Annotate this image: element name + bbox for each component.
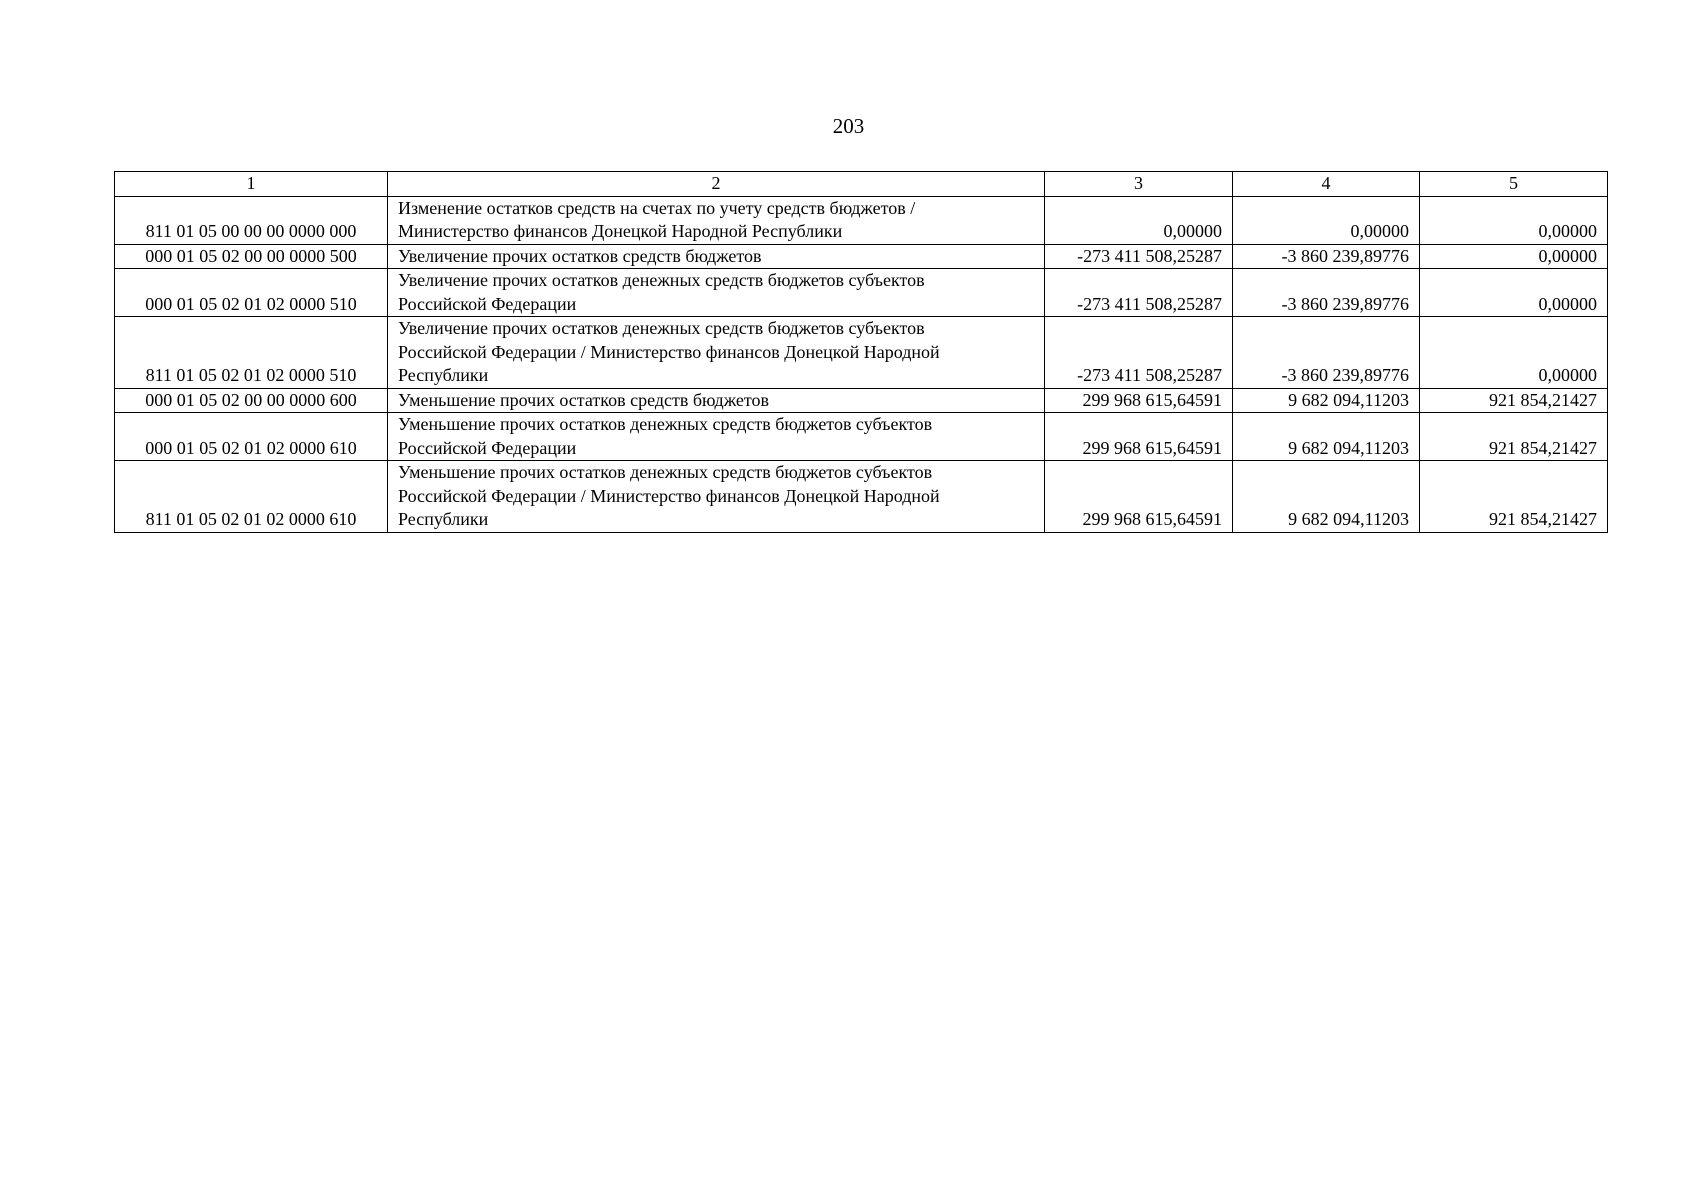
description-line: Российской Федерации / Министерство финансов Донецкой Народной (398, 485, 940, 506)
description-line: Увеличение прочих остатков денежных средств бюджетов субъектов (398, 270, 925, 290)
amount-col-4-cell: -3 860 239,89776 (1233, 269, 1420, 317)
table-row (115, 317, 1608, 389)
table-row (115, 196, 1608, 244)
code-cell: 000 01 05 02 00 00 0000 600 (115, 388, 388, 413)
amount-col-3-cell: 0,00000 (1045, 196, 1233, 244)
description-line: Уменьшение прочих остатков средств бюджетов (398, 389, 770, 410)
description-cell (388, 244, 1045, 269)
description-line: Республики (398, 365, 489, 385)
table-row (115, 269, 1608, 317)
amount-col-3-cell: -273 411 508,25287 (1045, 269, 1233, 317)
amount-col-3-cell: 299 968 615,64591 (1045, 388, 1233, 413)
code-cell: 000 01 05 02 01 02 0000 610 (115, 413, 388, 461)
header-cell-col-2: 2 (388, 172, 1045, 197)
amount-col-3-cell: 299 968 615,64591 (1045, 461, 1233, 533)
page-number: 203 (832, 114, 865, 138)
description-cell (388, 388, 1045, 413)
code-cell: 000 01 05 02 01 02 0000 510 (115, 269, 388, 317)
table-header-row (115, 172, 1608, 197)
code-cell: 811 01 05 02 01 02 0000 510 (115, 317, 388, 389)
table-row (115, 461, 1608, 533)
description-line: Уменьшение прочих остатков денежных средств бюджетов субъектов (398, 414, 933, 434)
header-cell-col-3: 3 (1045, 172, 1233, 197)
amount-col-5-cell: 921 854,21427 (1420, 461, 1608, 533)
description-line: Изменение остатков средств на счетах по учету средств бюджетов / (398, 197, 916, 218)
amount-col-3-cell: -273 411 508,25287 (1045, 244, 1233, 269)
amount-col-5-cell: 921 854,21427 (1420, 413, 1608, 461)
amount-col-3-cell: -273 411 508,25287 (1045, 317, 1233, 389)
amount-col-5-cell: 0,00000 (1420, 269, 1608, 317)
description-cell (388, 413, 1045, 461)
table-row (115, 413, 1608, 461)
amount-col-5-cell: 0,00000 (1420, 244, 1608, 269)
code-cell: 811 01 05 00 00 00 0000 000 (115, 196, 388, 244)
amount-col-5-cell: 921 854,21427 (1420, 388, 1608, 413)
amount-col-4-cell: 9 682 094,11203 (1233, 413, 1420, 461)
description-line: Республики (398, 509, 489, 529)
table-row (115, 388, 1608, 413)
budget-sources-table (114, 171, 1608, 533)
header-cell-col-5: 5 (1420, 172, 1608, 197)
amount-col-4-cell: 0,00000 (1233, 196, 1420, 244)
amount-col-5-cell: 0,00000 (1420, 196, 1608, 244)
description-cell (388, 317, 1045, 389)
description-cell (388, 461, 1045, 533)
amount-col-4-cell: 9 682 094,11203 (1233, 388, 1420, 413)
code-cell: 811 01 05 02 01 02 0000 610 (115, 461, 388, 533)
description-line: Увеличение прочих остатков средств бюджетов (398, 245, 762, 266)
amount-col-5-cell: 0,00000 (1420, 317, 1608, 389)
header-cell-col-1: 1 (115, 172, 388, 197)
description-cell (388, 269, 1045, 317)
description-cell (388, 196, 1045, 244)
description-line: Российской Федерации (398, 293, 577, 314)
description-line: Увеличение прочих остатков денежных средств бюджетов субъектов (398, 318, 925, 338)
amount-col-4-cell: -3 860 239,89776 (1233, 244, 1420, 269)
code-cell: 000 01 05 02 00 00 0000 500 (115, 244, 388, 269)
amount-col-4-cell: -3 860 239,89776 (1233, 317, 1420, 389)
amount-col-3-cell: 299 968 615,64591 (1045, 413, 1233, 461)
table-row (115, 244, 1608, 269)
amount-col-4-cell: 9 682 094,11203 (1233, 461, 1420, 533)
description-line: Министерство финансов Донецкой Народной Республики (398, 221, 843, 241)
description-line: Уменьшение прочих остатков денежных средств бюджетов субъектов (398, 462, 933, 482)
header-cell-col-4: 4 (1233, 172, 1420, 197)
description-line: Российской Федерации / Министерство финансов Донецкой Народной (398, 341, 940, 362)
description-line: Российской Федерации (398, 437, 577, 458)
